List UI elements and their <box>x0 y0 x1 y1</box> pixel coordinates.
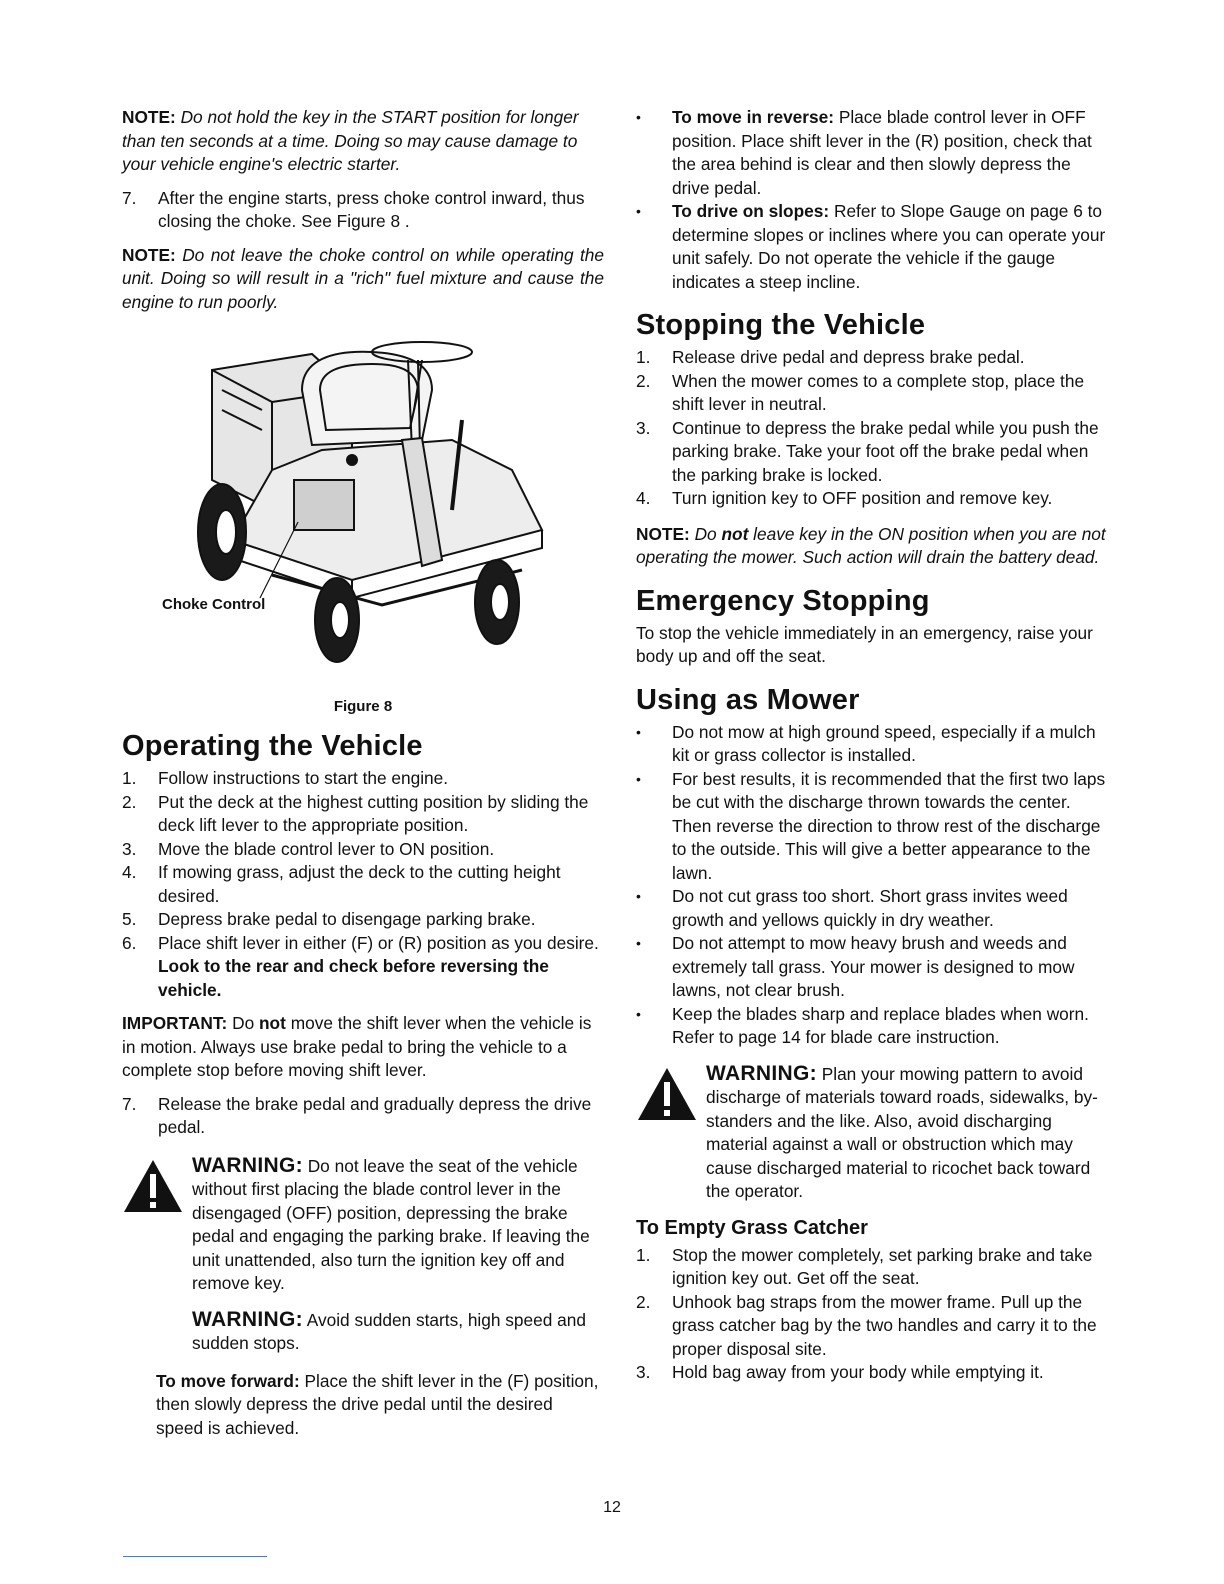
warning-mowing-pattern <box>636 1062 1112 1204</box>
note-text: Do not leave the choke control on while operating the unit. Doing so will result in a "rich" fuel mixture and cause the engine to run poorly. <box>122 244 604 312</box>
step-text: Release drive pedal and depress brake pedal. <box>672 347 1025 367</box>
bullet-icon: • <box>636 888 641 904</box>
step-number: 3. <box>636 1362 651 1382</box>
list-item <box>636 1244 1112 1291</box>
list-item <box>122 932 604 1003</box>
bullet-icon: • <box>636 1005 641 1022</box>
step-number: 2. <box>636 1291 651 1312</box>
right-column <box>636 106 1112 1385</box>
heading-operating-vehicle: Operating the Vehicle <box>122 730 423 762</box>
important-pre: Do <box>232 1013 255 1033</box>
step-text: Stop the mower completely, set parking brake and take ignition key out. Get off the seat. <box>672 1244 1093 1288</box>
step-bold-text: Look to the rear and check before reversing the vehicle. <box>158 956 549 1000</box>
warning-sudden <box>122 1308 604 1356</box>
bullet-text: Place blade control lever in OFF position. Place shift lever in the (R) position, check that the area behind is clear and then slowly depress the drive pedal. <box>672 107 1092 198</box>
drive-bullets <box>636 106 1112 294</box>
important-text: move the shift lever when the vehicle is in motion. Always use brake pedal to bring the vehicle to a complete stop before moving shift lever. <box>122 1013 592 1080</box>
list-item <box>636 768 1112 886</box>
stopping-steps <box>636 346 1112 511</box>
step-text: Depress brake pedal to disengage parking brake. <box>158 909 536 929</box>
list-item <box>122 1093 604 1140</box>
note-label: NOTE: <box>122 244 176 265</box>
bullet-icon: • <box>636 935 641 951</box>
step-number: 5. <box>122 909 137 929</box>
step-text: Move the blade control lever to ON position. <box>158 838 495 859</box>
bullet-text: For best results, it is recommended that the first two laps be cut with the discharge thrown towards the center. Then reverse the direction to throw rest of the discharge to the outside. This will give a better appearance to the lawn. <box>672 768 1106 883</box>
step-text: Unhook bag straps from the mower frame. Pull up the grass catcher bag by the two handles and carry it to the proper disposal site. <box>672 1291 1097 1359</box>
note-starter <box>122 106 604 177</box>
list-item <box>122 908 604 932</box>
mower-bullets <box>636 721 1112 1050</box>
step-number: 4. <box>122 862 137 882</box>
step-text: Put the deck at the highest cutting position by sliding the deck lift lever to the appropriate position. <box>158 791 589 835</box>
step-number: 1. <box>636 347 651 367</box>
bullet-text: Keep the blades sharp and replace blades when worn. Refer to page 14 for blade care instruction. <box>672 1003 1089 1047</box>
list-item <box>636 106 1112 200</box>
bullet-icon: • <box>636 203 641 219</box>
step-text: Continue to depress the brake pedal while you push the parking brake. Take your foot off the brake pedal when the parking brake is locked. <box>672 417 1099 485</box>
forward-label: To move forward: <box>156 1370 300 1391</box>
important-bold: not <box>259 1013 286 1033</box>
list-item <box>122 187 604 234</box>
note-bold: not <box>721 523 749 544</box>
step-number: 3. <box>122 838 137 859</box>
heading-using-as-mower: Using as Mower <box>636 683 860 716</box>
choke-step <box>122 187 604 234</box>
list-item <box>122 861 604 908</box>
heading-empty-grass-catcher: To Empty Grass Catcher <box>636 1216 868 1239</box>
release-step <box>122 1093 604 1140</box>
bullet-text: Do not cut grass too short. Short grass invites weed growth and yellows quickly in dry weather. <box>672 886 1068 930</box>
step-number: 6. <box>122 932 137 953</box>
warning-seat <box>122 1154 604 1296</box>
list-item <box>636 1291 1112 1362</box>
warning-title: WARNING: <box>706 1061 817 1085</box>
note-label: NOTE: <box>636 523 690 544</box>
bullet-icon: • <box>636 109 641 125</box>
bullet-icon: • <box>636 723 641 740</box>
warning-triangle-icon <box>122 1158 184 1214</box>
list-item <box>122 838 604 862</box>
important-label: IMPORTANT: <box>122 1013 228 1033</box>
step-number: 7. <box>122 187 137 208</box>
figure-caption: Figure 8 <box>333 698 393 715</box>
note-choke <box>122 244 604 315</box>
list-item <box>636 721 1112 768</box>
forward-text: Place the shift lever in the (F) position, then slowly depress the drive pedal until the desired speed is achieved. <box>156 1370 599 1438</box>
operating-steps <box>122 767 604 1002</box>
list-item <box>636 1003 1112 1050</box>
list-item <box>636 487 1112 511</box>
bullet-icon: • <box>636 770 641 787</box>
step-number: 1. <box>636 1244 651 1265</box>
step-text: Place shift lever in either (F) or (R) position as you desire. <box>158 932 599 953</box>
note-pre: Do <box>694 523 717 544</box>
step-text: Follow instructions to start the engine. <box>158 768 449 788</box>
step-number: 1. <box>122 768 137 788</box>
page-number: 12 <box>603 1499 621 1516</box>
bullet-label: To move in reverse: <box>672 107 834 127</box>
list-item <box>636 932 1112 1003</box>
step-text: Hold bag away from your body while emptying it. <box>672 1362 1044 1382</box>
step-number: 3. <box>636 417 651 438</box>
note-key <box>636 523 1112 570</box>
step-text: If mowing grass, adjust the deck to the cutting height desired. <box>158 862 561 906</box>
step-number: 2. <box>122 791 137 812</box>
list-item <box>122 791 604 838</box>
note-text: Do not hold the key in the START position for longer than ten seconds at a time. Doing so may cause damage to your vehicle engine's electric starter. <box>122 107 579 174</box>
bullet-text: Do not mow at high ground speed, especially if a mulch kit or grass collector is installed. <box>672 721 1096 765</box>
move-forward-paragraph <box>122 1370 604 1441</box>
list-item <box>636 200 1112 294</box>
catcher-steps <box>636 1244 1112 1385</box>
note-label: NOTE: <box>122 107 176 127</box>
warning-title: WARNING: <box>192 1153 303 1177</box>
step-number: 7. <box>122 1093 137 1114</box>
bullet-label: To drive on slopes: <box>672 201 830 221</box>
step-text: When the mower comes to a complete stop, place the shift lever in neutral. <box>672 370 1085 414</box>
warning-triangle-icon <box>636 1066 698 1122</box>
list-item <box>636 346 1112 370</box>
heading-stopping-vehicle: Stopping the Vehicle <box>636 309 926 341</box>
list-item <box>122 767 604 791</box>
warning-text: Plan your mowing pattern to avoid discharge of materials toward roads, sidewalks, by-standers and the like. Also, avoid discharging material against a wall or obstruction which may cause discharged material to ricochet back toward the operator. <box>706 1063 1098 1201</box>
list-item <box>636 417 1112 488</box>
mower-illustration <box>122 330 604 690</box>
step-number: 4. <box>636 488 651 508</box>
warning-title: WARNING: <box>192 1307 303 1331</box>
list-item <box>636 1361 1112 1385</box>
list-item <box>636 370 1112 417</box>
warning-text: Do not leave the seat of the vehicle without first placing the blade control lever in the disengaged (OFF) position, depressing the brake pedal and engaging the parking brake. If leaving the unit unattended, also turn the ignition key off and remove key. <box>192 1155 590 1293</box>
heading-emergency-stopping: Emergency Stopping <box>636 584 930 617</box>
left-column <box>122 106 604 1440</box>
emergency-text: To stop the vehicle immediately in an emergency, raise your body up and off the seat. <box>636 622 1093 666</box>
bullet-text: Refer to Slope Gauge on page 6 to determine slopes or inclines where you can operate your unit safely. Do not operate the vehicle if the gauge indicates a steep incline. <box>672 201 1106 292</box>
figure-8-illustration <box>122 330 604 690</box>
list-item <box>636 885 1112 932</box>
step-text: Release the brake pedal and gradually depress the drive pedal. <box>158 1093 592 1137</box>
step-text: Turn ignition key to OFF position and remove key. <box>672 488 1053 508</box>
step-number: 2. <box>636 370 651 391</box>
warning-text: Avoid sudden starts, high speed and sudden stops. <box>192 1309 587 1353</box>
bullet-text: Do not attempt to mow heavy brush and weeds and extremely tall grass. Your mower is designed to mow lawns, not clear brush. <box>672 933 1075 1000</box>
footer-divider <box>123 1556 267 1557</box>
step-text: After the engine starts, press choke control inward, thus closing the choke. See Figure 8 . <box>158 187 585 231</box>
important-note <box>122 1012 604 1083</box>
note-text: leave key in the ON position when you are not operating the mower. Such action will drain the battery dead. <box>636 523 1106 567</box>
choke-control-label: Choke Control <box>162 596 266 613</box>
